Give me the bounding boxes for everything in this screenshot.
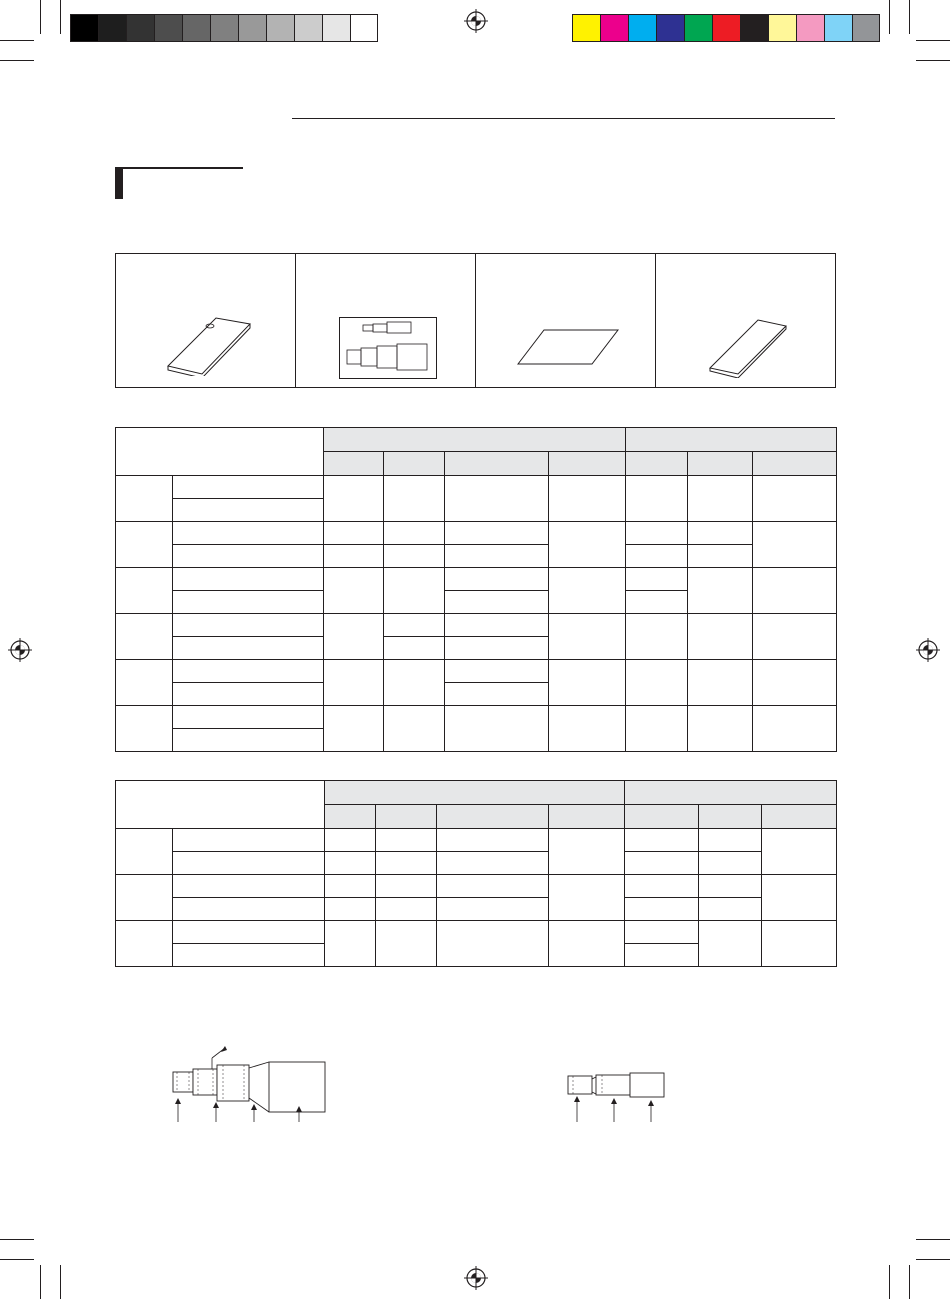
table-cell	[437, 875, 549, 898]
table-row	[116, 545, 837, 568]
table-cell	[625, 805, 699, 829]
table-cell	[384, 545, 445, 568]
spec-table-1	[115, 427, 837, 752]
table-cell	[173, 568, 324, 591]
table-cell	[324, 660, 384, 706]
table-cell	[445, 522, 549, 545]
swatch	[572, 14, 601, 42]
table-cell	[173, 614, 324, 637]
swatch	[350, 14, 378, 42]
registration-mark-icon	[916, 638, 940, 662]
table-cell	[699, 829, 762, 852]
table-cell	[549, 476, 626, 522]
table-row	[116, 428, 837, 452]
table-cell	[549, 614, 626, 660]
section-heading	[115, 167, 245, 199]
crop-mark	[889, 1265, 890, 1299]
sheet-icon	[514, 326, 622, 368]
swatch	[294, 14, 323, 42]
crop-mark	[60, 0, 61, 34]
crop-mark	[0, 60, 34, 61]
table-cell	[625, 875, 699, 898]
swatch	[600, 14, 629, 42]
table-cell	[173, 545, 324, 568]
table-cell	[445, 452, 549, 476]
table-cell	[324, 545, 384, 568]
crop-mark	[60, 1265, 61, 1299]
crop-mark	[916, 60, 950, 61]
table-cell	[549, 706, 626, 752]
table-cell	[324, 568, 384, 614]
swatch	[712, 14, 741, 42]
table-cell	[173, 591, 324, 614]
table-cell	[173, 898, 325, 921]
table-cell	[626, 591, 688, 614]
table-row	[116, 852, 837, 875]
table-cell	[325, 875, 376, 898]
table-cell	[445, 476, 549, 522]
crop-mark	[40, 0, 41, 34]
table-cell	[325, 805, 376, 829]
process-color-bar	[572, 7, 880, 35]
swatch	[182, 14, 211, 42]
table-cell	[762, 921, 837, 967]
table-cell	[688, 476, 753, 522]
table-cell	[437, 898, 549, 921]
table-cell	[437, 852, 549, 875]
crop-mark	[0, 40, 34, 41]
table-cell	[173, 829, 325, 852]
table-cell	[116, 614, 173, 660]
crop-mark	[909, 1265, 910, 1299]
table-cell	[445, 683, 549, 706]
accessory-cell	[295, 253, 476, 388]
table-cell	[753, 706, 837, 752]
table-row	[116, 829, 837, 852]
table-cell	[753, 452, 837, 476]
section-heading-bar	[115, 167, 123, 199]
swatch	[70, 14, 99, 42]
section-heading-rule	[115, 167, 243, 169]
table-cell	[753, 568, 837, 614]
table-cell	[116, 875, 173, 921]
table-cell	[384, 476, 445, 522]
swatch	[656, 14, 685, 42]
table-cell	[437, 921, 549, 967]
table-cell	[626, 614, 688, 660]
crop-mark	[916, 40, 950, 41]
table-cell	[173, 499, 324, 522]
table-cell	[445, 706, 549, 752]
swatch	[740, 14, 769, 42]
table-row	[116, 875, 837, 898]
table-cell	[688, 660, 753, 706]
table-cell	[173, 944, 325, 967]
table-cell	[688, 706, 753, 752]
table-cell	[688, 522, 753, 545]
table-cell	[753, 476, 837, 522]
table-cell	[324, 476, 384, 522]
table-cell	[699, 852, 762, 875]
swatch	[154, 14, 183, 42]
swatch	[238, 14, 267, 42]
table-cell	[325, 898, 376, 921]
table-cell	[376, 875, 437, 898]
three-stage-pipe-reducer-icon	[564, 1068, 668, 1122]
table-cell	[384, 522, 445, 545]
table-row	[116, 921, 837, 944]
table-cell	[699, 898, 762, 921]
table-cell	[626, 476, 688, 522]
table-cell	[324, 706, 384, 752]
pipe-adapter-kit-icon	[339, 317, 437, 379]
table-cell	[699, 921, 762, 967]
table-cell	[625, 829, 699, 852]
crop-mark	[0, 1239, 34, 1240]
four-stage-pipe-reducer-icon	[165, 1040, 330, 1122]
table-cell	[549, 875, 625, 921]
swatch	[824, 14, 853, 42]
table-cell	[325, 781, 625, 805]
table-cell	[116, 921, 173, 967]
table-cell	[625, 898, 699, 921]
table-cell	[325, 852, 376, 875]
swatch	[628, 14, 657, 42]
table-cell	[384, 568, 445, 614]
table-cell	[688, 568, 753, 614]
table-cell	[626, 522, 688, 545]
table-cell	[116, 476, 173, 522]
crop-mark	[909, 0, 910, 34]
table-cell	[688, 545, 753, 568]
table-cell	[173, 852, 325, 875]
table-cell	[753, 660, 837, 706]
table-cell	[376, 829, 437, 852]
table-cell	[445, 660, 549, 683]
swatch	[852, 14, 880, 42]
swatch	[322, 14, 351, 42]
table-cell	[376, 898, 437, 921]
table-cell	[445, 591, 549, 614]
table-cell	[116, 829, 173, 875]
table-cell	[376, 852, 437, 875]
table-cell	[445, 614, 549, 637]
table-cell	[173, 660, 324, 683]
table-cell	[437, 805, 549, 829]
table-row	[116, 476, 837, 499]
table-cell	[116, 522, 173, 568]
table-cell	[762, 805, 837, 829]
table-row	[116, 614, 837, 637]
swatch	[684, 14, 713, 42]
swatch	[768, 14, 797, 42]
table-row	[116, 660, 837, 683]
table-cell	[325, 829, 376, 852]
table-row	[116, 522, 837, 545]
table-cell	[688, 614, 753, 660]
table-cell	[626, 452, 688, 476]
swatch	[210, 14, 239, 42]
table-cell	[445, 545, 549, 568]
crop-mark	[916, 1259, 950, 1260]
table-cell	[626, 545, 688, 568]
crop-mark	[0, 1259, 34, 1260]
table-cell	[445, 637, 549, 660]
table-cell	[324, 522, 384, 545]
table-cell	[762, 875, 837, 921]
accessory-cell	[655, 253, 836, 388]
table-cell	[173, 637, 324, 660]
table-cell	[116, 781, 325, 829]
table-row	[116, 568, 837, 591]
table-cell	[116, 428, 324, 476]
table-cell	[549, 829, 625, 875]
table-cell	[549, 660, 626, 706]
table-cell	[762, 829, 837, 875]
table-cell	[753, 522, 837, 568]
table-cell	[384, 452, 445, 476]
table-cell	[549, 805, 625, 829]
table-cell	[625, 921, 699, 944]
table-cell	[384, 614, 445, 637]
accessory-cell	[115, 253, 296, 388]
table-cell	[699, 875, 762, 898]
table-cell	[753, 614, 837, 660]
table-cell	[173, 921, 325, 944]
registration-mark-icon	[464, 1266, 488, 1290]
grayscale-color-bar	[70, 7, 378, 35]
booklet-icon	[706, 316, 790, 378]
table-cell	[116, 706, 173, 752]
table-row	[116, 781, 837, 805]
swatch	[266, 14, 295, 42]
table-cell	[324, 428, 626, 452]
table-cell	[173, 476, 324, 499]
table-cell	[688, 452, 753, 476]
table-cell	[376, 921, 437, 967]
table-cell	[625, 852, 699, 875]
swatch	[98, 14, 127, 42]
table-cell	[549, 568, 626, 614]
table-cell	[626, 568, 688, 591]
table-cell	[384, 660, 445, 706]
table-cell	[173, 683, 324, 706]
table-cell	[626, 428, 837, 452]
table-cell	[173, 875, 325, 898]
table-cell	[445, 568, 549, 591]
table-cell	[549, 921, 625, 967]
registration-mark-icon	[8, 638, 32, 662]
table-cell	[549, 452, 626, 476]
table-cell	[116, 568, 173, 614]
table-cell	[437, 829, 549, 852]
header-rule	[292, 118, 835, 119]
spec-table-2	[115, 780, 837, 967]
swatch	[796, 14, 825, 42]
table-row	[116, 898, 837, 921]
table-cell	[173, 522, 324, 545]
table-cell	[324, 614, 384, 660]
table-cell	[699, 805, 762, 829]
table-cell	[376, 805, 437, 829]
table-cell	[625, 781, 837, 805]
accessory-cell	[475, 253, 656, 388]
crop-mark	[916, 1239, 950, 1240]
table-row	[116, 706, 837, 729]
table-cell	[549, 522, 626, 568]
table-cell	[384, 706, 445, 752]
table-cell	[626, 706, 688, 752]
crop-mark	[40, 1265, 41, 1299]
table-cell	[116, 660, 173, 706]
table-cell	[173, 729, 324, 752]
registration-mark-icon	[464, 9, 488, 33]
table-cell	[625, 944, 699, 967]
table-cell	[384, 637, 445, 660]
table-cell	[626, 660, 688, 706]
manual-booklet-icon	[164, 312, 254, 376]
table-cell	[325, 921, 376, 967]
table-cell	[324, 452, 384, 476]
crop-mark	[889, 0, 890, 34]
table-cell	[173, 706, 324, 729]
swatch	[126, 14, 155, 42]
